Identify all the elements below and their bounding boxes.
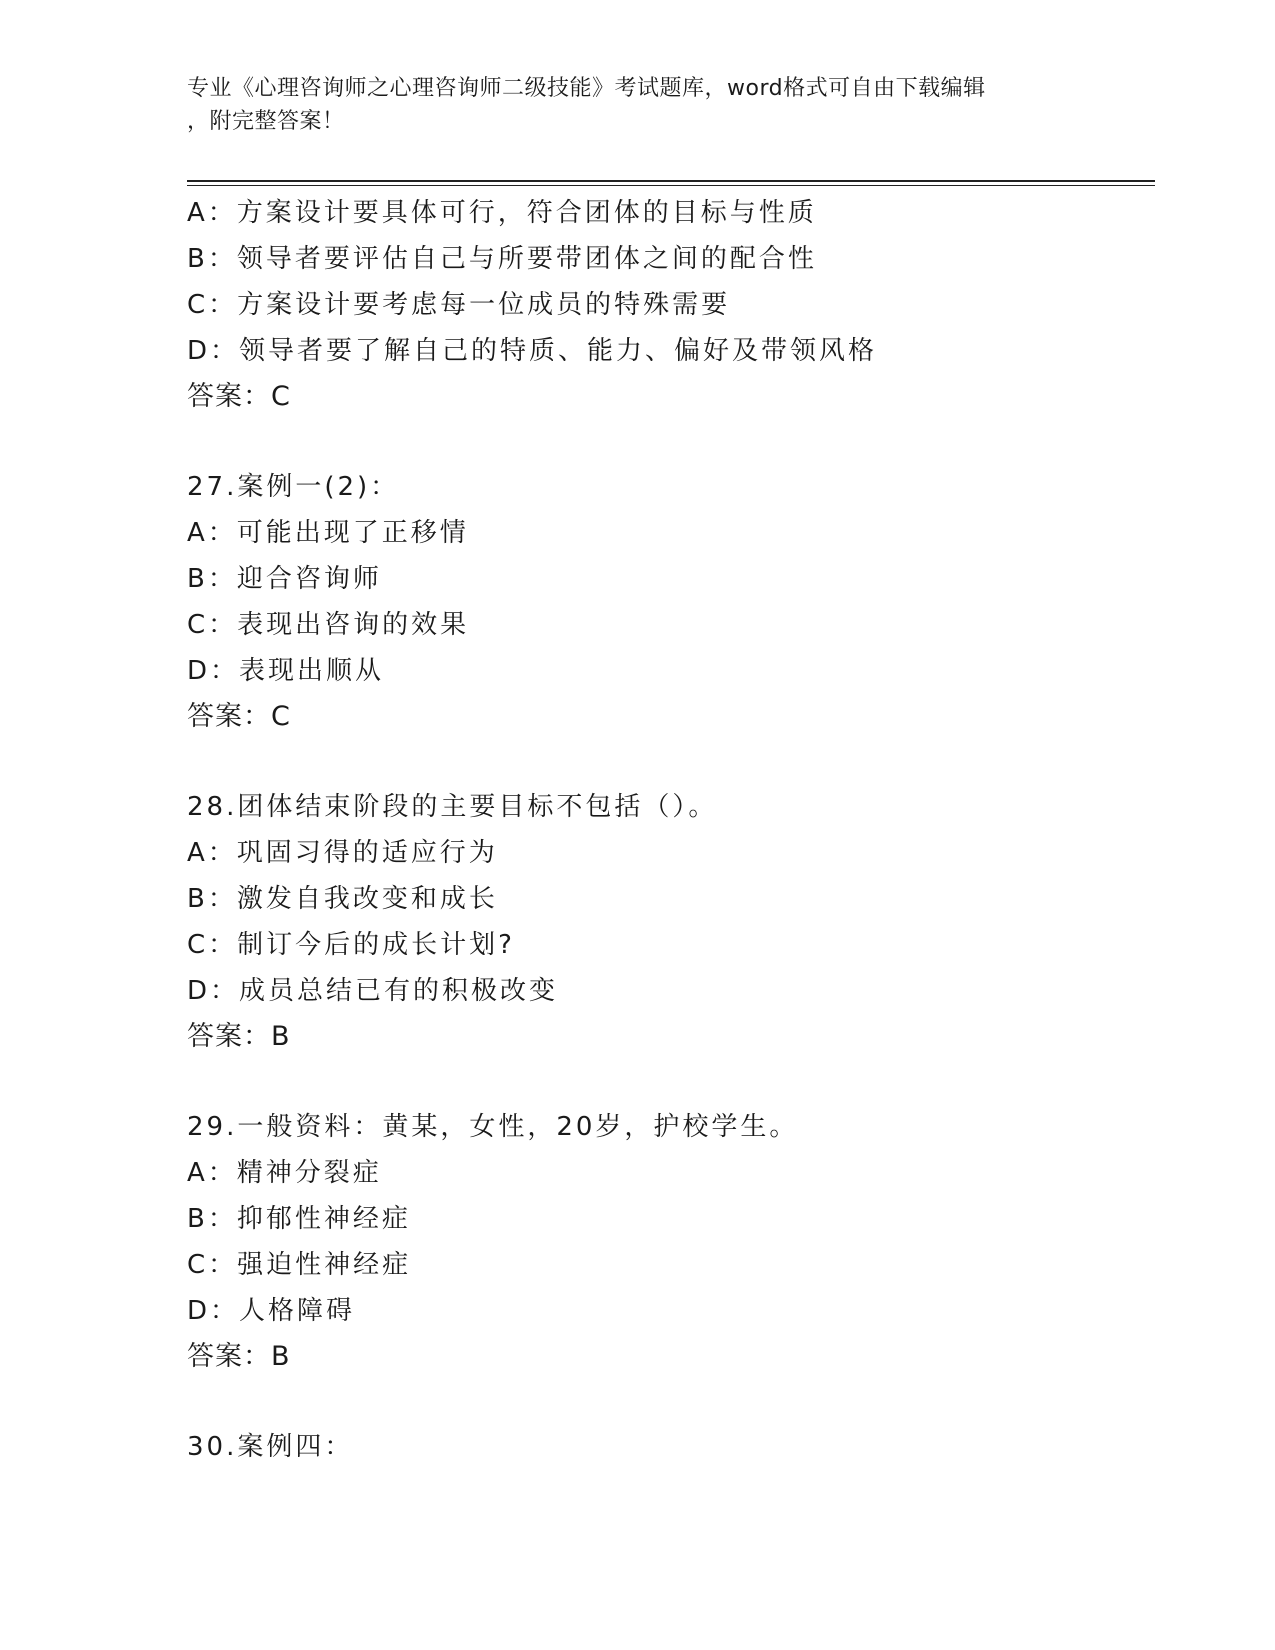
answer-line: 答案：C (187, 701, 291, 732)
question-block (187, 190, 1155, 420)
option-c: C：强迫性神经症 (187, 1250, 412, 1280)
answer-line: 答案：C (187, 381, 291, 412)
question-block (187, 1104, 1155, 1380)
option-d: D：表现出顺从 (187, 656, 385, 686)
answer-line: 答案：B (187, 1341, 291, 1372)
option-c: C：制订今后的成长计划? (187, 930, 515, 960)
question-title: 29.一般资料：黄某，女性，20岁，护校学生。 (187, 1112, 799, 1142)
option-c: C：方案设计要考虑每一位成员的特殊需要 (187, 290, 731, 320)
question-block (187, 464, 1155, 740)
option-d: D：成员总结已有的积极改变 (187, 976, 559, 1006)
question-title: 27.案例一(2)： (187, 472, 400, 502)
question-title: 28.团体结束阶段的主要目标不包括（）。 (187, 792, 718, 822)
question-block (187, 784, 1155, 1060)
option-d: D：领导者要了解自己的特质、能力、偏好及带领风格 (187, 336, 878, 366)
option-b: B：激发自我改变和成长 (187, 884, 498, 914)
header-rule-thin (187, 185, 1155, 186)
answer-line: 答案：B (187, 1021, 291, 1052)
header-line-1: 专业《心理咨询师之心理咨询师二级技能》考试题库，word格式可自由下载编辑 (187, 76, 986, 101)
question-list (187, 190, 1155, 1470)
document-header (187, 72, 1087, 138)
option-a: A：可能出现了正移情 (187, 518, 469, 548)
option-c: C：表现出咨询的效果 (187, 610, 470, 640)
option-b: B：抑郁性神经症 (187, 1204, 411, 1234)
question-title: 30.案例四： (187, 1432, 354, 1462)
option-b: B：领导者要评估自己与所要带团体之间的配合性 (187, 244, 817, 274)
option-b: B：迎合咨询师 (187, 564, 382, 594)
option-a: A：巩固习得的适应行为 (187, 838, 498, 868)
option-a: A：精神分裂症 (187, 1158, 382, 1188)
option-d: D：人格障碍 (187, 1296, 356, 1326)
option-a: A：方案设计要具体可行，符合团体的目标与性质 (187, 198, 817, 228)
question-block (187, 1424, 1155, 1470)
header-line-2: ，附完整答案！ (187, 109, 345, 134)
header-rule-thick (187, 180, 1155, 182)
